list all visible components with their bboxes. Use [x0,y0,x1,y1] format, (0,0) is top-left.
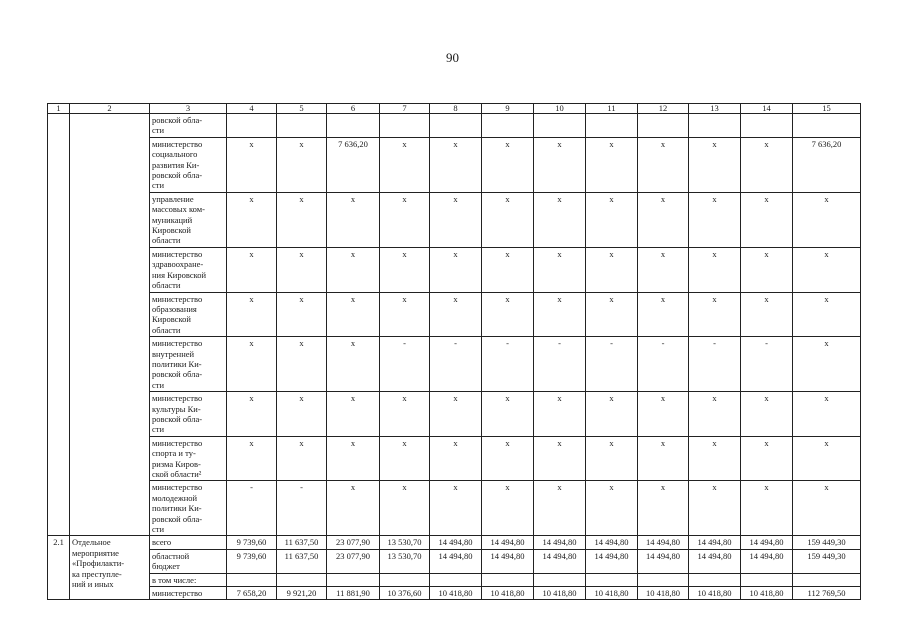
table-row [48,587,861,600]
column-header: 9 [482,104,534,114]
value-cell: x [741,481,793,536]
column-header: 6 [327,104,380,114]
value-cell: x [430,192,482,247]
value-cell: 14 494,80 [689,549,741,573]
executor-cell: всего [150,536,227,549]
value-cell: 14 494,80 [586,536,638,549]
value-cell: x [482,137,534,192]
value-cell: x [227,392,277,437]
value-cell: 10 418,80 [741,587,793,600]
value-cell: x [793,192,861,247]
value-cell: - [227,481,277,536]
value-cell [227,573,277,586]
value-cell [638,573,689,586]
value-cell: x [586,436,638,481]
table-row [48,536,861,549]
value-cell: x [534,247,586,292]
value-cell: 14 494,80 [482,536,534,549]
value-cell: x [741,292,793,337]
executor-cell: ровской обла- сти [150,114,227,138]
value-cell: - [638,337,689,392]
value-cell: x [534,481,586,536]
value-cell: x [482,392,534,437]
executor-cell: министерство культуры Ки- ровской обла- сти [150,392,227,437]
value-cell: 14 494,80 [534,549,586,573]
value-cell: 159 449,30 [793,536,861,549]
value-cell: x [227,137,277,192]
value-cell: x [689,137,741,192]
value-cell: x [380,436,430,481]
value-cell [227,114,277,138]
value-cell: x [689,436,741,481]
value-cell: x [638,247,689,292]
value-cell: x [327,247,380,292]
table-row [48,481,861,536]
value-cell: 7 636,20 [793,137,861,192]
column-header: 4 [227,104,277,114]
value-cell: x [277,292,327,337]
value-cell: x [277,436,327,481]
value-cell: 14 494,80 [638,549,689,573]
value-cell: x [793,337,861,392]
value-cell: x [586,481,638,536]
page-number: 90 [446,50,459,65]
row-name-cell [70,114,150,536]
value-cell: x [430,392,482,437]
value-cell: x [741,192,793,247]
value-cell: 9 739,60 [227,549,277,573]
column-header: 2 [70,104,150,114]
value-cell [793,573,861,586]
value-cell: x [327,392,380,437]
column-header: 13 [689,104,741,114]
table-row [48,337,861,392]
value-cell [741,114,793,138]
value-cell: x [227,192,277,247]
table-row [48,292,861,337]
value-cell: x [430,247,482,292]
value-cell: x [586,192,638,247]
value-cell: x [277,137,327,192]
value-cell: x [482,247,534,292]
value-cell: 10 418,80 [586,587,638,600]
value-cell: - [380,337,430,392]
value-cell: 9 921,20 [277,587,327,600]
executor-cell: министерство образования Кировской области [150,292,227,337]
value-cell [277,573,327,586]
column-header: 5 [277,104,327,114]
value-cell: x [327,192,380,247]
value-cell: x [277,247,327,292]
value-cell: 14 494,80 [689,536,741,549]
executor-cell: министерство здравоохране- ния Кировской области [150,247,227,292]
column-header: 8 [430,104,482,114]
value-cell: 10 418,80 [430,587,482,600]
value-cell: x [638,481,689,536]
table-row [48,549,861,573]
table-row [48,137,861,192]
value-cell: x [380,247,430,292]
value-cell: - [689,337,741,392]
value-cell: 23 077,90 [327,549,380,573]
value-cell: x [227,292,277,337]
value-cell [482,114,534,138]
column-header: 7 [380,104,430,114]
section-title-cell: Отдельное мероприятие «Профилакти- ка преступле- ний и иных [70,536,150,600]
value-cell: x [482,292,534,337]
value-cell: 159 449,30 [793,549,861,573]
value-cell: x [482,436,534,481]
value-cell: x [689,192,741,247]
column-header: 1 [48,104,70,114]
value-cell: x [277,337,327,392]
value-cell: x [227,436,277,481]
value-cell: x [534,292,586,337]
value-cell: 14 494,80 [741,549,793,573]
value-cell: x [277,392,327,437]
header-row [48,104,861,114]
value-cell: 23 077,90 [327,536,380,549]
value-cell [534,573,586,586]
executor-cell: министерство [150,587,227,600]
value-cell [430,114,482,138]
value-cell: 11 637,50 [277,536,327,549]
executor-cell: в том числе: [150,573,227,586]
executor-cell: министерство внутренней политики Ки- ровской обла- сти [150,337,227,392]
value-cell: x [689,292,741,337]
column-header: 12 [638,104,689,114]
section-number-cell: 2.1 [48,536,70,600]
executor-cell: министерство спорта и ту- ризма Киров- ской области² [150,436,227,481]
value-cell [277,114,327,138]
value-cell: x [793,292,861,337]
value-cell [586,573,638,586]
value-cell: 13 530,70 [380,549,430,573]
value-cell: x [586,137,638,192]
value-cell: 14 494,80 [741,536,793,549]
value-cell: x [327,292,380,337]
value-cell: x [482,192,534,247]
value-cell: x [430,292,482,337]
value-cell: x [327,481,380,536]
value-cell: 14 494,80 [638,536,689,549]
value-cell [327,573,380,586]
value-cell: - [430,337,482,392]
value-cell [430,573,482,586]
value-cell: - [534,337,586,392]
value-cell: x [327,436,380,481]
row-number-cell [48,114,70,536]
column-header: 14 [741,104,793,114]
value-cell: x [380,137,430,192]
value-cell: - [741,337,793,392]
value-cell: 14 494,80 [430,549,482,573]
value-cell: x [793,392,861,437]
value-cell: x [380,192,430,247]
value-cell: 10 418,80 [482,587,534,600]
value-cell: 112 769,50 [793,587,861,600]
value-cell: - [586,337,638,392]
value-cell [380,573,430,586]
value-cell: x [689,392,741,437]
value-cell: x [534,192,586,247]
table-row [48,392,861,437]
value-cell: 11 881,90 [327,587,380,600]
column-header: 15 [793,104,861,114]
value-cell: x [227,247,277,292]
value-cell: x [793,436,861,481]
value-cell: x [380,481,430,536]
value-cell [534,114,586,138]
value-cell: x [741,436,793,481]
value-cell [689,114,741,138]
value-cell: x [638,392,689,437]
value-cell: x [534,436,586,481]
table-row [48,573,861,586]
column-header: 10 [534,104,586,114]
value-cell [741,573,793,586]
value-cell [482,573,534,586]
column-header: 3 [150,104,227,114]
value-cell: 14 494,80 [430,536,482,549]
value-cell: 14 494,80 [586,549,638,573]
value-cell [793,114,861,138]
value-cell: 9 739,60 [227,536,277,549]
value-cell: 10 418,80 [638,587,689,600]
value-cell: 7 658,20 [227,587,277,600]
value-cell: x [380,392,430,437]
value-cell: x [793,247,861,292]
value-cell [586,114,638,138]
value-cell: - [277,481,327,536]
executor-cell: министерство социального развития Ки- ровской обла- сти [150,137,227,192]
value-cell: x [586,392,638,437]
value-cell: x [482,481,534,536]
value-cell: 10 376,60 [380,587,430,600]
budget-table [47,103,861,600]
value-cell: x [741,247,793,292]
value-cell: x [586,247,638,292]
value-cell: 10 418,80 [689,587,741,600]
value-cell: - [482,337,534,392]
value-cell: 14 494,80 [482,549,534,573]
table-row [48,114,861,138]
table-row [48,247,861,292]
executor-cell: управление массовых ком- муникаций Кировской области [150,192,227,247]
value-cell: x [277,192,327,247]
value-cell: x [638,436,689,481]
table-row [48,192,861,247]
value-cell: 13 530,70 [380,536,430,549]
value-cell: x [689,481,741,536]
value-cell [638,114,689,138]
value-cell: 10 418,80 [534,587,586,600]
value-cell: x [741,392,793,437]
value-cell: x [638,292,689,337]
value-cell: x [793,481,861,536]
value-cell: x [430,137,482,192]
value-cell: 7 636,20 [327,137,380,192]
value-cell: x [534,137,586,192]
value-cell: x [689,247,741,292]
value-cell: x [586,292,638,337]
value-cell: x [327,337,380,392]
value-cell: x [741,137,793,192]
executor-cell: министерство молодежной политики Ки- ровской обла- сти [150,481,227,536]
executor-cell: областной бюджет [150,549,227,573]
value-cell: x [638,192,689,247]
value-cell [380,114,430,138]
value-cell [327,114,380,138]
value-cell: x [430,436,482,481]
value-cell: x [430,481,482,536]
value-cell: x [534,392,586,437]
value-cell: 11 637,50 [277,549,327,573]
value-cell: x [227,337,277,392]
value-cell: x [638,137,689,192]
column-header: 11 [586,104,638,114]
value-cell: 14 494,80 [534,536,586,549]
value-cell: x [380,292,430,337]
table-row [48,436,861,481]
value-cell [689,573,741,586]
